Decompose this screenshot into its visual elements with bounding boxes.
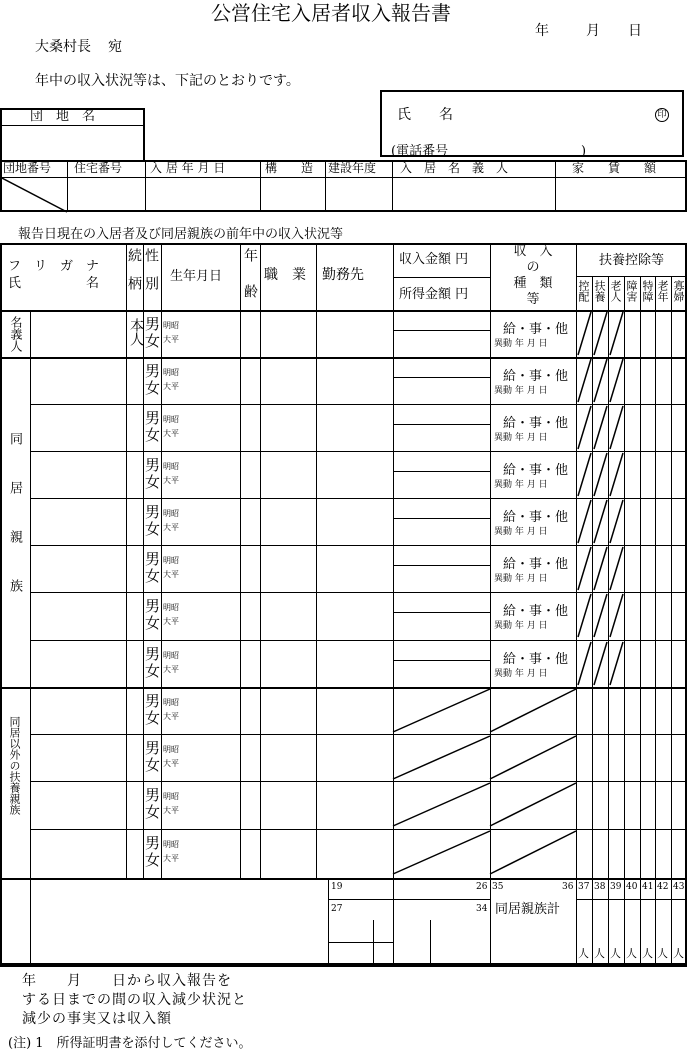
field-no-27: 27 <box>331 904 343 914</box>
change-date: 異動 年 月 日 <box>494 386 548 396</box>
era-meiji-showa: 明昭 <box>163 698 179 707</box>
group-nominee: 名義人 <box>9 316 23 352</box>
sex-female: 女 <box>145 709 161 727</box>
sex-female: 女 <box>145 614 161 632</box>
head-deduction: 扶養控除等 <box>598 253 664 268</box>
intro-text: 年中の収入状況等は、下記のとおりです。 <box>35 73 300 89</box>
strike-line <box>610 406 623 449</box>
income-kind-options: 給・事・他 <box>503 416 569 431</box>
change-date: 異動 年 月 日 <box>494 527 548 537</box>
sex-male: 男 <box>145 503 161 521</box>
era-meiji-showa: 明昭 <box>163 321 179 330</box>
date-day-label: 日 <box>628 23 642 39</box>
sex-female: 女 <box>145 662 161 680</box>
strike-line <box>594 312 607 355</box>
income-kind-options: 給・事・他 <box>503 652 569 667</box>
change-date: 異動 年 月 日 <box>494 480 548 490</box>
field-no-26: 26 <box>476 882 488 892</box>
field-no-34: 34 <box>476 904 488 914</box>
era-taisho-heisei: 大平 <box>163 335 179 344</box>
section-title: 報告日現在の入居者及び同居親族の前年中の収入状況等 <box>18 227 344 242</box>
sex-male: 男 <box>145 645 161 663</box>
head-ded-aged: 老年 <box>656 280 669 302</box>
col-complex-no: 団地番号 <box>3 161 52 175</box>
era-meiji-showa: 明昭 <box>163 462 179 471</box>
era-meiji-showa: 明昭 <box>163 840 179 849</box>
era-taisho-heisei: 大平 <box>163 429 179 438</box>
date-year-label: 年 <box>535 23 549 39</box>
strike-line <box>578 547 591 590</box>
era-taisho-heisei: 大平 <box>163 617 179 626</box>
recipient-honorific: 宛 <box>108 39 122 55</box>
col-move-in-date: 入 居 年 月 日 <box>150 161 226 175</box>
field-no-41: 41 <box>642 882 654 892</box>
strike-line <box>610 642 623 685</box>
era-meiji-showa: 明昭 <box>163 509 179 518</box>
col-build-year: 建設年度 <box>328 161 377 175</box>
head-job: 職 業 <box>264 267 306 283</box>
era-meiji-showa: 明昭 <box>163 415 179 424</box>
era-taisho-heisei: 大平 <box>163 665 179 674</box>
strike-line <box>594 642 607 685</box>
cohabit-total-label: 同居親族計 <box>495 902 561 917</box>
head-age: 年齢 <box>242 248 258 320</box>
strike-line <box>578 406 591 449</box>
sex-female: 女 <box>145 379 161 397</box>
strike-line <box>610 500 623 543</box>
sex-male: 男 <box>145 739 161 757</box>
era-taisho-heisei: 大平 <box>163 476 179 485</box>
strike-line <box>393 736 490 779</box>
head-ded-elderly: 老人 <box>609 280 622 302</box>
field-no-43: 43 <box>673 882 685 892</box>
strike-line <box>578 500 591 543</box>
sex-male: 男 <box>145 692 161 710</box>
col-nominee: 入 居 名 義 人 <box>400 161 509 175</box>
field-no-39: 39 <box>610 882 622 892</box>
strike-line <box>0 177 67 212</box>
sex-female: 女 <box>145 756 161 774</box>
income-kind-options: 給・事・他 <box>503 604 569 619</box>
phone-close: ) <box>581 144 587 159</box>
change-date: 異動 年 月 日 <box>494 433 548 443</box>
head-birth: 生年月日 <box>170 269 223 284</box>
head-income-type-1: 収 入 <box>513 244 553 259</box>
person-count-37: 人 <box>578 947 589 960</box>
field-no-38: 38 <box>594 882 606 892</box>
head-workplace: 勤務先 <box>322 267 364 283</box>
strike-line <box>594 500 607 543</box>
relation-self: 本人 <box>128 318 144 346</box>
sex-female: 女 <box>145 803 161 821</box>
strike-line <box>594 594 607 637</box>
change-date: 異動 年 月 日 <box>494 339 548 349</box>
strike-line <box>578 312 591 355</box>
change-date: 異動 年 月 日 <box>494 669 548 679</box>
era-taisho-heisei: 大平 <box>163 382 179 391</box>
head-income-type-4: 等 <box>526 292 540 307</box>
era-meiji-showa: 明昭 <box>163 745 179 754</box>
group-cohabit: 同居親族 <box>7 432 22 628</box>
sex-male: 男 <box>145 315 161 333</box>
change-date: 異動 年 月 日 <box>494 621 548 631</box>
strike-line <box>610 547 623 590</box>
strike-line <box>578 642 591 685</box>
era-taisho-heisei: 大平 <box>163 759 179 768</box>
sex-male: 男 <box>145 834 161 852</box>
col-house-no: 住宅番号 <box>74 161 123 175</box>
strike-line <box>578 453 591 496</box>
income-kind-options: 給・事・他 <box>503 369 569 384</box>
applicant-name-label: 氏 名 <box>397 107 453 123</box>
head-furigana: フ リ ガ ナ <box>8 259 100 274</box>
sex-female: 女 <box>145 851 161 869</box>
head-ded-disability: 障害 <box>625 280 638 302</box>
seal-mark: 印 <box>655 108 669 122</box>
group-other-dependents: 同居以外の扶養親族 <box>8 716 21 815</box>
income-kind-options: 給・事・他 <box>503 510 569 525</box>
strike-line <box>490 783 576 826</box>
era-meiji-showa: 明昭 <box>163 603 179 612</box>
sex-female: 女 <box>145 426 161 444</box>
head-income-type-3: 種 類 <box>513 276 553 291</box>
sex-male: 男 <box>145 597 161 615</box>
decrease-note-2: する日までの間の収入減少状況と <box>22 992 247 1008</box>
sex-male: 男 <box>145 786 161 804</box>
sex-male: 男 <box>145 456 161 474</box>
sex-male: 男 <box>145 409 161 427</box>
field-no-37: 37 <box>578 882 590 892</box>
era-taisho-heisei: 大平 <box>163 712 179 721</box>
date-month-label: 月 <box>586 23 600 39</box>
head-income-type-2: の <box>526 260 540 275</box>
era-taisho-heisei: 大平 <box>163 570 179 579</box>
head-ded-dependent: 扶養 <box>593 280 606 302</box>
head-sex: 性別 <box>143 248 159 304</box>
person-count-40: 人 <box>626 947 637 960</box>
field-no-40: 40 <box>626 882 638 892</box>
era-taisho-heisei: 大平 <box>163 854 179 863</box>
era-taisho-heisei: 大平 <box>163 806 179 815</box>
strike-line <box>610 359 623 402</box>
sex-female: 女 <box>145 520 161 538</box>
strike-line <box>594 547 607 590</box>
strike-line <box>490 736 576 779</box>
field-no-36: 36 <box>562 882 574 892</box>
strike-line <box>610 453 623 496</box>
head-name: 氏 名 <box>8 276 100 291</box>
sex-female: 女 <box>145 332 161 350</box>
sex-male: 男 <box>145 550 161 568</box>
era-meiji-showa: 明昭 <box>163 556 179 565</box>
strike-line <box>393 689 490 732</box>
income-kind-options: 給・事・他 <box>503 463 569 478</box>
era-taisho-heisei: 大平 <box>163 523 179 532</box>
person-count-39: 人 <box>610 947 621 960</box>
person-count-43: 人 <box>673 947 684 960</box>
decrease-note-3: 減少の事実又は収入額 <box>22 1011 172 1027</box>
era-meiji-showa: 明昭 <box>163 792 179 801</box>
sex-female: 女 <box>145 473 161 491</box>
strike-line <box>610 594 623 637</box>
head-income-amount: 収入金額 円 <box>399 252 469 267</box>
decrease-note-1: 年 月 日から収入報告を <box>22 973 232 989</box>
field-no-35: 35 <box>492 882 504 892</box>
person-count-42: 人 <box>657 947 668 960</box>
head-ded-special-disability: 特障 <box>641 280 654 302</box>
head-net-amount: 所得金額 円 <box>399 287 469 302</box>
field-no-42: 42 <box>657 882 669 892</box>
strike-line <box>490 689 576 732</box>
head-relation: 続柄 <box>126 248 142 304</box>
complex-name-label: 団 地 名 <box>30 109 96 124</box>
strike-line <box>490 831 576 874</box>
income-kind-options: 給・事・他 <box>503 322 569 337</box>
col-rent: 家 賃 額 <box>572 161 657 175</box>
recipient: 大桑村長 <box>35 39 91 55</box>
field-no-19: 19 <box>331 882 343 892</box>
col-structure: 構 造 <box>265 161 314 175</box>
strike-line <box>594 453 607 496</box>
strike-line <box>578 594 591 637</box>
sex-female: 女 <box>145 567 161 585</box>
change-date: 異動 年 月 日 <box>494 574 548 584</box>
sex-male: 男 <box>145 362 161 380</box>
head-ded-spouse: 控配 <box>577 280 590 302</box>
strike-line <box>578 359 591 402</box>
strike-line <box>594 406 607 449</box>
era-meiji-showa: 明昭 <box>163 368 179 377</box>
phone-label: (電話番号 <box>391 144 449 159</box>
strike-line <box>393 783 490 826</box>
person-count-38: 人 <box>594 947 605 960</box>
strike-line <box>393 831 490 874</box>
strike-line <box>594 359 607 402</box>
person-count-41: 人 <box>642 947 653 960</box>
strike-line <box>610 312 623 355</box>
page-title: 公営住宅入居者収入報告書 <box>211 1 451 25</box>
era-meiji-showa: 明昭 <box>163 651 179 660</box>
footnote: (注) 1 所得証明書を添付してください。 <box>8 1036 252 1051</box>
head-ded-widow: 寡婦 <box>672 280 685 302</box>
income-kind-options: 給・事・他 <box>503 557 569 572</box>
